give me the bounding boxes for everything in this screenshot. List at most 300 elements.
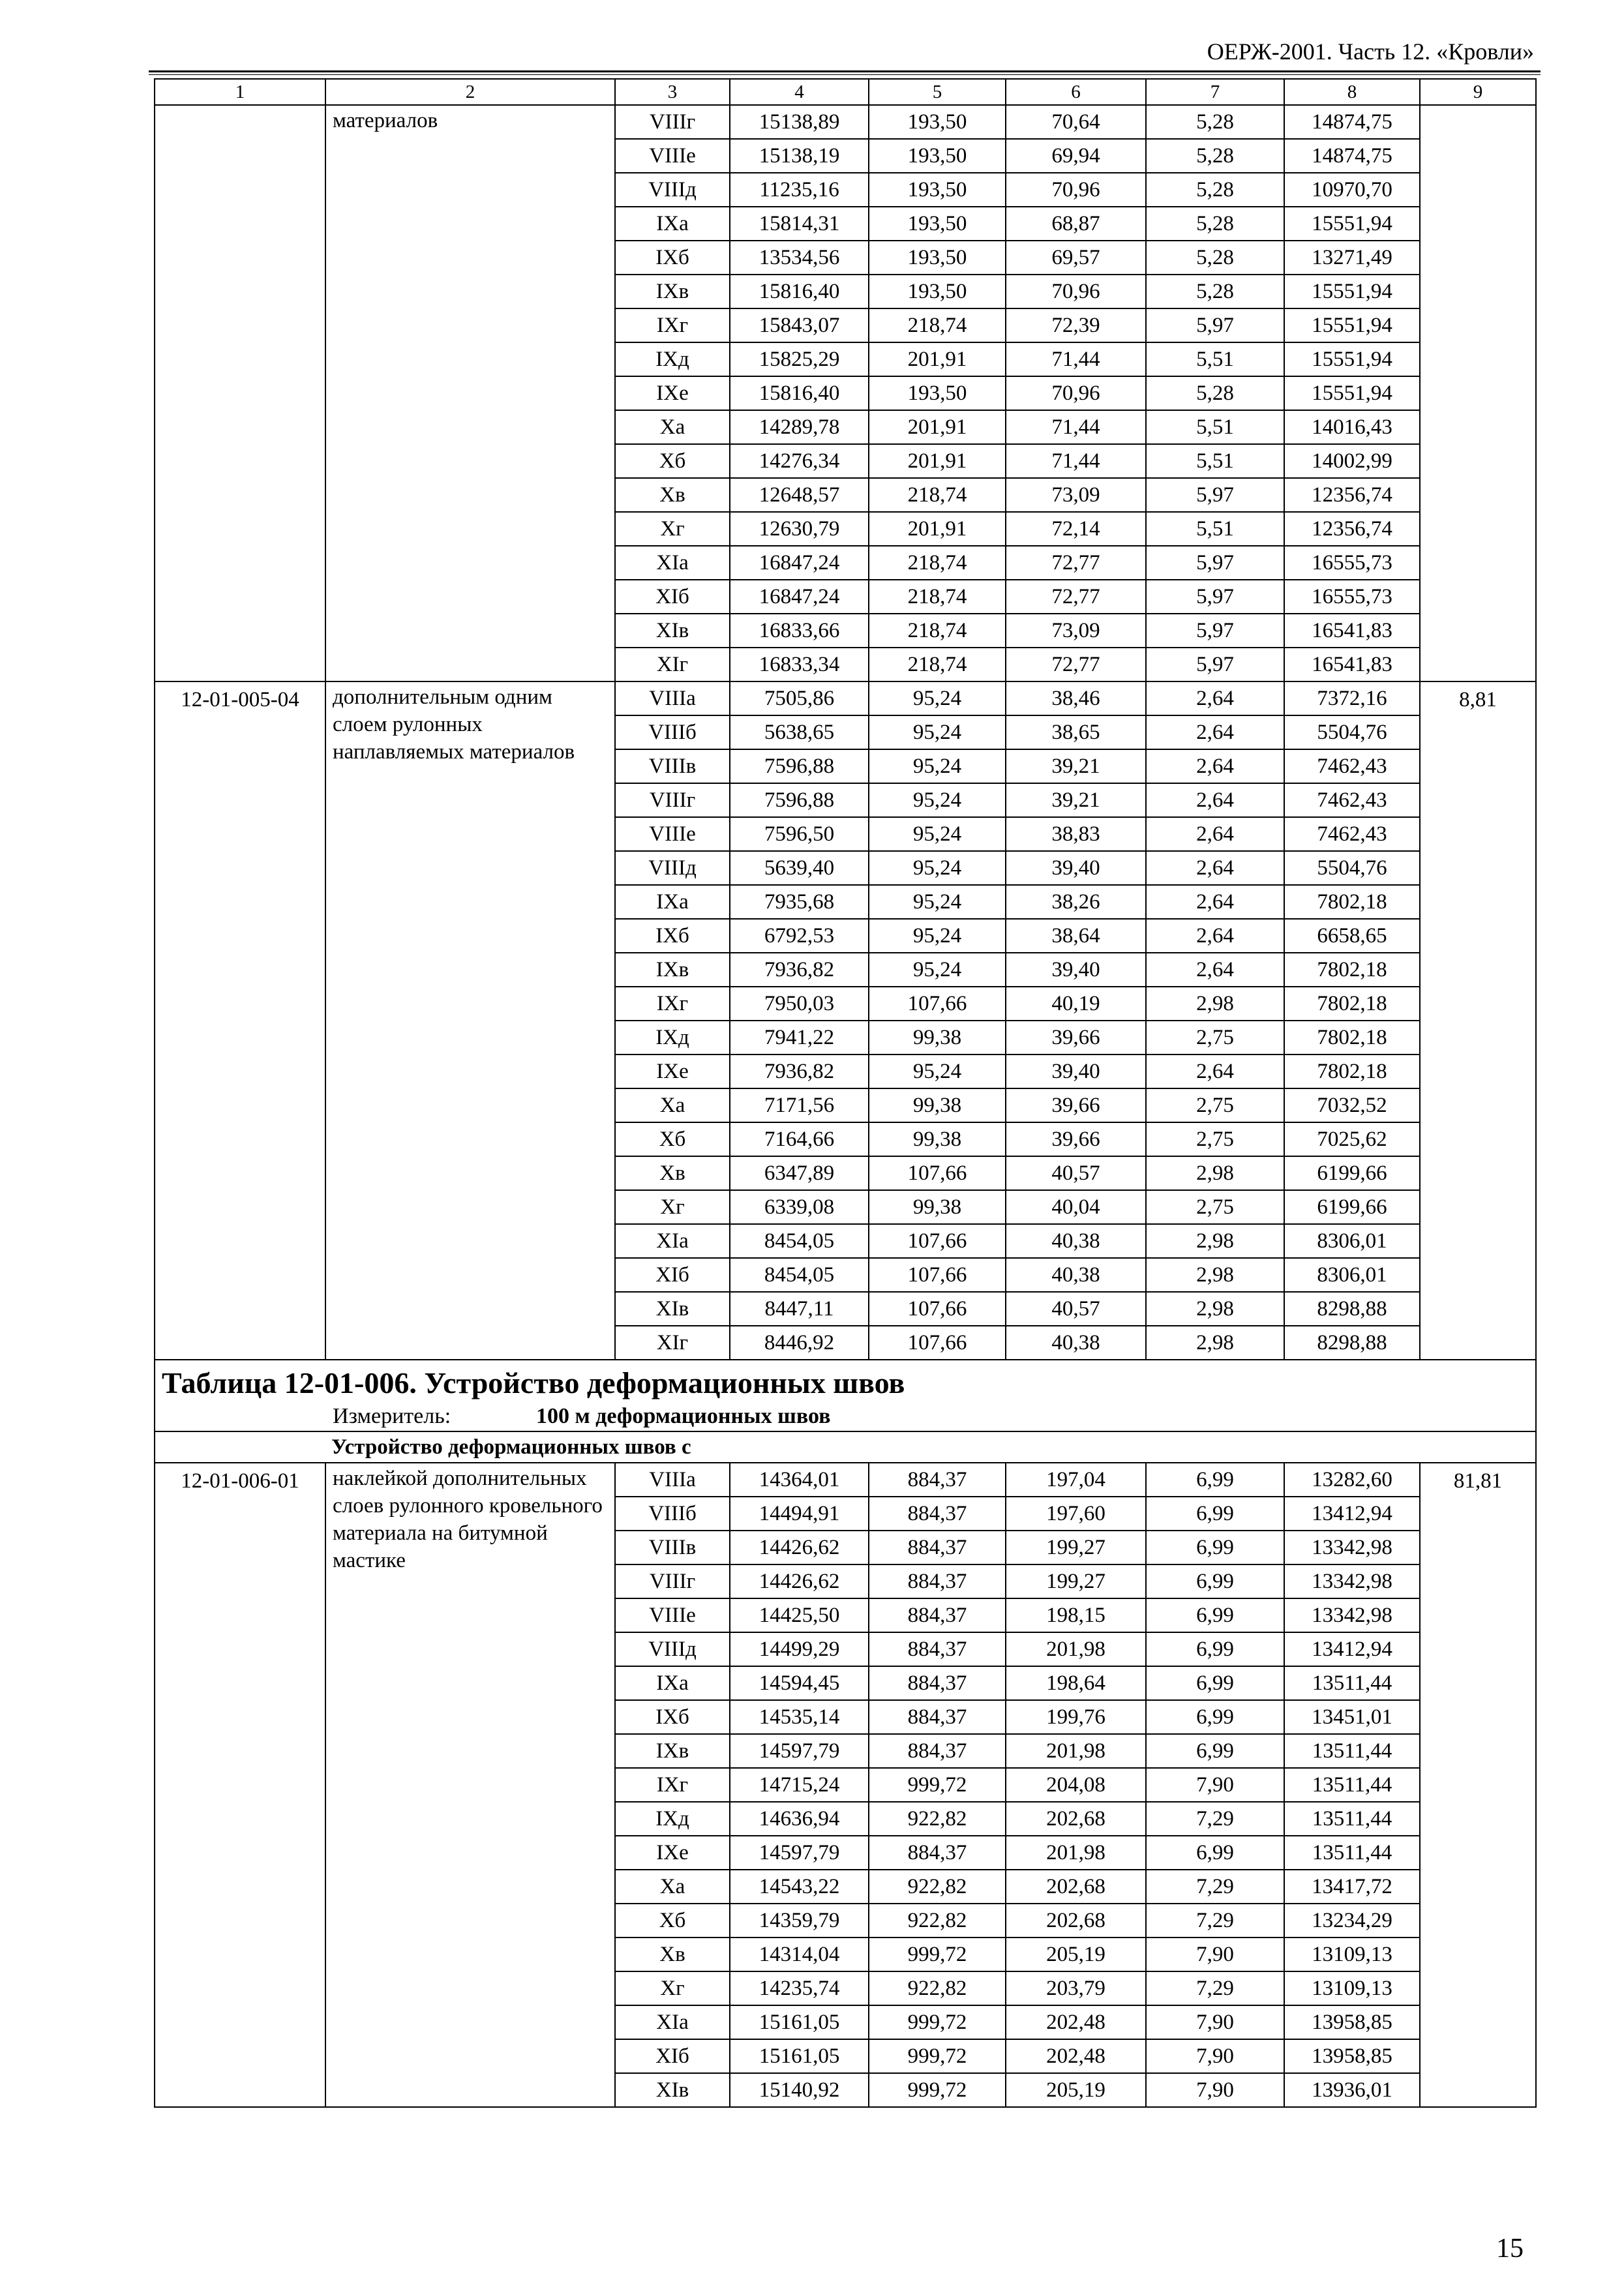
header-rule-thin	[149, 74, 1541, 75]
price-cell: 69,57	[1006, 241, 1146, 275]
price-cell: 13958,85	[1284, 2039, 1420, 2073]
price-cell: 13109,13	[1284, 1937, 1420, 1971]
price-cell: 7802,18	[1284, 1021, 1420, 1055]
price-cell: 38,83	[1006, 817, 1146, 851]
zone-code: IXд	[615, 1021, 730, 1055]
section-subheading-row	[155, 1431, 1536, 1463]
zone-code: IXе	[615, 1055, 730, 1088]
price-cell: 218,74	[869, 308, 1006, 342]
price-cell: 8298,88	[1284, 1292, 1420, 1326]
price-cell: 6,99	[1146, 1598, 1284, 1632]
zone-code: Xа	[615, 410, 730, 444]
price-cell: 107,66	[869, 1292, 1006, 1326]
price-cell: 201,98	[1006, 1734, 1146, 1768]
zone-code: IXб	[615, 241, 730, 275]
zone-code: IXа	[615, 207, 730, 241]
zone-code: VIIIб	[615, 715, 730, 749]
page-number: 15	[1496, 2234, 1524, 2264]
price-cell: 70,64	[1006, 105, 1146, 139]
zone-code: Xб	[615, 1904, 730, 1937]
price-cell: 999,72	[869, 2039, 1006, 2073]
price-cell: 13511,44	[1284, 1802, 1420, 1836]
price-cell: 7,29	[1146, 1870, 1284, 1904]
zone-code: XIа	[615, 2005, 730, 2039]
price-table	[154, 78, 1537, 2108]
price-cell: 8454,05	[730, 1258, 869, 1292]
price-cell: 7802,18	[1284, 885, 1420, 919]
price-cell: 193,50	[869, 105, 1006, 139]
zone-code: IXа	[615, 885, 730, 919]
price-cell: 13451,01	[1284, 1700, 1420, 1734]
price-cell: 8306,01	[1284, 1258, 1420, 1292]
price-cell: 13412,94	[1284, 1632, 1420, 1666]
price-cell: 40,57	[1006, 1292, 1146, 1326]
price-cell: 14364,01	[730, 1463, 869, 1497]
price-cell: 72,77	[1006, 648, 1146, 681]
zone-code: VIIIг	[615, 1564, 730, 1598]
price-cell: 197,60	[1006, 1497, 1146, 1531]
price-cell: 5,28	[1146, 105, 1284, 139]
price-cell: 5,28	[1146, 376, 1284, 410]
price-cell: 201,91	[869, 342, 1006, 376]
price-cell: 2,64	[1146, 1055, 1284, 1088]
price-cell: 15161,05	[730, 2005, 869, 2039]
price-cell: 202,68	[1006, 1904, 1146, 1937]
price-cell: 99,38	[869, 1190, 1006, 1224]
measure-label: Измеритель:	[333, 1404, 451, 1428]
labor-cost: 81,81	[1420, 1463, 1536, 2107]
price-cell: 8446,92	[730, 1326, 869, 1360]
price-cell: 884,37	[869, 1463, 1006, 1497]
zone-code: IXв	[615, 275, 730, 308]
price-cell: 193,50	[869, 241, 1006, 275]
price-cell: 71,44	[1006, 342, 1146, 376]
work-description: материалов	[325, 105, 615, 681]
price-cell: 13511,44	[1284, 1768, 1420, 1802]
zone-code: XIв	[615, 1292, 730, 1326]
price-cell: 7802,18	[1284, 987, 1420, 1021]
price-cell: 193,50	[869, 173, 1006, 207]
zone-code: VIIIв	[615, 749, 730, 783]
price-cell: 7505,86	[730, 681, 869, 715]
price-cell: 6339,08	[730, 1190, 869, 1224]
price-cell: 15843,07	[730, 308, 869, 342]
price-cell: 39,66	[1006, 1021, 1146, 1055]
price-cell: 2,75	[1146, 1122, 1284, 1156]
zone-code: Xв	[615, 478, 730, 512]
price-cell: 5,97	[1146, 614, 1284, 648]
price-cell: 15138,19	[730, 139, 869, 173]
zone-code: XIг	[615, 1326, 730, 1360]
price-cell: 14359,79	[730, 1904, 869, 1937]
price-cell: 15138,89	[730, 105, 869, 139]
price-cell: 95,24	[869, 681, 1006, 715]
price-cell: 13342,98	[1284, 1531, 1420, 1564]
price-cell: 2,98	[1146, 987, 1284, 1021]
zone-code: Xв	[615, 1937, 730, 1971]
price-cell: 5,28	[1146, 139, 1284, 173]
price-cell: 218,74	[869, 614, 1006, 648]
price-cell: 95,24	[869, 919, 1006, 953]
price-cell: 204,08	[1006, 1768, 1146, 1802]
price-cell: 193,50	[869, 275, 1006, 308]
price-cell: 6,99	[1146, 1836, 1284, 1870]
price-cell: 7164,66	[730, 1122, 869, 1156]
zone-code: IXе	[615, 1836, 730, 1870]
price-cell: 2,75	[1146, 1021, 1284, 1055]
price-cell: 40,04	[1006, 1190, 1146, 1224]
price-cell: 201,98	[1006, 1632, 1146, 1666]
price-cell: 14426,62	[730, 1564, 869, 1598]
price-cell: 13511,44	[1284, 1734, 1420, 1768]
price-cell: 7032,52	[1284, 1088, 1420, 1122]
zone-code: IXд	[615, 1802, 730, 1836]
price-cell: 72,77	[1006, 546, 1146, 580]
price-cell: 13342,98	[1284, 1564, 1420, 1598]
price-cell: 7941,22	[730, 1021, 869, 1055]
price-cell: 95,24	[869, 1055, 1006, 1088]
zone-code: VIIIд	[615, 173, 730, 207]
price-cell: 15551,94	[1284, 275, 1420, 308]
price-cell: 14002,99	[1284, 444, 1420, 478]
price-cell: 884,37	[869, 1531, 1006, 1564]
price-cell: 16833,66	[730, 614, 869, 648]
price-cell: 2,64	[1146, 885, 1284, 919]
price-cell: 5639,40	[730, 851, 869, 885]
price-cell: 6199,66	[1284, 1190, 1420, 1224]
price-cell: 99,38	[869, 1122, 1006, 1156]
price-cell: 15816,40	[730, 275, 869, 308]
price-cell: 7,90	[1146, 1937, 1284, 1971]
price-cell: 2,64	[1146, 953, 1284, 987]
price-cell: 10970,70	[1284, 173, 1420, 207]
price-cell: 218,74	[869, 580, 1006, 614]
price-cell: 13958,85	[1284, 2005, 1420, 2039]
price-cell: 95,24	[869, 783, 1006, 817]
price-cell: 39,66	[1006, 1088, 1146, 1122]
price-cell: 95,24	[869, 715, 1006, 749]
price-cell: 99,38	[869, 1088, 1006, 1122]
price-cell: 13936,01	[1284, 2073, 1420, 2107]
price-cell: 8447,11	[730, 1292, 869, 1326]
price-cell: 39,40	[1006, 1055, 1146, 1088]
price-cell: 201,91	[869, 512, 1006, 546]
price-cell: 16541,83	[1284, 648, 1420, 681]
price-cell: 73,09	[1006, 478, 1146, 512]
price-cell: 69,94	[1006, 139, 1146, 173]
price-cell: 14597,79	[730, 1734, 869, 1768]
price-cell: 14715,24	[730, 1768, 869, 1802]
zone-code: IXб	[615, 1700, 730, 1734]
price-cell: 107,66	[869, 1326, 1006, 1360]
price-cell: 5,97	[1146, 580, 1284, 614]
price-cell: 12356,74	[1284, 512, 1420, 546]
price-cell: 5,28	[1146, 207, 1284, 241]
price-cell: 5,51	[1146, 444, 1284, 478]
price-cell: 218,74	[869, 478, 1006, 512]
rate-code	[155, 105, 325, 681]
price-cell: 14543,22	[730, 1870, 869, 1904]
price-cell: 2,64	[1146, 851, 1284, 885]
price-cell: 13271,49	[1284, 241, 1420, 275]
price-cell: 15551,94	[1284, 342, 1420, 376]
price-cell: 202,48	[1006, 2039, 1146, 2073]
zone-code: Xг	[615, 512, 730, 546]
price-cell: 13417,72	[1284, 1870, 1420, 1904]
price-cell: 14597,79	[730, 1836, 869, 1870]
price-cell: 16555,73	[1284, 546, 1420, 580]
price-cell: 15551,94	[1284, 308, 1420, 342]
price-cell: 2,64	[1146, 681, 1284, 715]
price-cell: 72,77	[1006, 580, 1146, 614]
price-cell: 16833,34	[730, 648, 869, 681]
price-cell: 884,37	[869, 1497, 1006, 1531]
price-cell: 16555,73	[1284, 580, 1420, 614]
zone-code: Xв	[615, 1156, 730, 1190]
price-cell: 6792,53	[730, 919, 869, 953]
price-cell: 5,51	[1146, 410, 1284, 444]
price-cell: 922,82	[869, 1971, 1006, 2005]
zone-code: Xа	[615, 1088, 730, 1122]
price-cell: 999,72	[869, 2073, 1006, 2107]
price-cell: 68,87	[1006, 207, 1146, 241]
price-cell: 40,38	[1006, 1258, 1146, 1292]
price-cell: 5504,76	[1284, 715, 1420, 749]
labor-cost	[1420, 105, 1536, 681]
zone-code: VIIIг	[615, 105, 730, 139]
zone-code: Xб	[615, 444, 730, 478]
price-cell: 7171,56	[730, 1088, 869, 1122]
price-cell: 7372,16	[1284, 681, 1420, 715]
column-number: 3	[615, 79, 730, 105]
price-cell: 7802,18	[1284, 1055, 1420, 1088]
zone-code: IXг	[615, 308, 730, 342]
price-cell: 2,98	[1146, 1326, 1284, 1360]
price-cell: 202,48	[1006, 2005, 1146, 2039]
price-cell: 73,09	[1006, 614, 1146, 648]
price-cell: 7936,82	[730, 1055, 869, 1088]
price-cell: 5,97	[1146, 648, 1284, 681]
price-cell: 6,99	[1146, 1632, 1284, 1666]
price-cell: 218,74	[869, 546, 1006, 580]
price-cell: 39,40	[1006, 953, 1146, 987]
table-row	[155, 1463, 1536, 1497]
price-cell: 6,99	[1146, 1700, 1284, 1734]
price-cell: 7936,82	[730, 953, 869, 987]
price-cell: 6,99	[1146, 1463, 1284, 1497]
price-cell: 2,64	[1146, 715, 1284, 749]
price-cell: 5638,65	[730, 715, 869, 749]
section-subheading: Устройство деформационных швов с	[155, 1431, 1536, 1463]
rate-code: 12-01-006-01	[155, 1463, 325, 2107]
price-cell: 205,19	[1006, 2073, 1146, 2107]
price-cell: 5,28	[1146, 173, 1284, 207]
price-cell: 203,79	[1006, 1971, 1146, 2005]
price-cell: 6,99	[1146, 1564, 1284, 1598]
price-cell: 95,24	[869, 885, 1006, 919]
zone-code: VIIIд	[615, 851, 730, 885]
price-cell: 14016,43	[1284, 410, 1420, 444]
measure-line	[162, 1402, 1529, 1431]
price-cell: 5,28	[1146, 275, 1284, 308]
price-cell: 922,82	[869, 1870, 1006, 1904]
zone-code: IXв	[615, 953, 730, 987]
price-cell: 7596,50	[730, 817, 869, 851]
price-cell: 884,37	[869, 1564, 1006, 1598]
price-cell: 884,37	[869, 1836, 1006, 1870]
price-cell: 13412,94	[1284, 1497, 1420, 1531]
price-cell: 2,98	[1146, 1292, 1284, 1326]
price-cell: 12648,57	[730, 478, 869, 512]
price-cell: 201,91	[869, 444, 1006, 478]
price-cell: 107,66	[869, 1224, 1006, 1258]
price-cell: 15161,05	[730, 2039, 869, 2073]
price-cell: 13109,13	[1284, 1971, 1420, 2005]
price-cell: 199,76	[1006, 1700, 1146, 1734]
price-cell: 14314,04	[730, 1937, 869, 1971]
price-cell: 922,82	[869, 1802, 1006, 1836]
price-cell: 199,27	[1006, 1531, 1146, 1564]
price-cell: 5,97	[1146, 308, 1284, 342]
price-cell: 6,99	[1146, 1734, 1284, 1768]
price-cell: 39,66	[1006, 1122, 1146, 1156]
zone-code: VIIIа	[615, 1463, 730, 1497]
price-cell: 15816,40	[730, 376, 869, 410]
price-cell: 14276,34	[730, 444, 869, 478]
price-cell: 14874,75	[1284, 105, 1420, 139]
column-number: 8	[1284, 79, 1420, 105]
zone-code: VIIIв	[615, 1531, 730, 1564]
price-cell: 40,38	[1006, 1326, 1146, 1360]
price-cell: 39,21	[1006, 783, 1146, 817]
price-cell: 14535,14	[730, 1700, 869, 1734]
price-cell: 70,96	[1006, 275, 1146, 308]
price-cell: 2,98	[1146, 1224, 1284, 1258]
price-cell: 7,90	[1146, 1768, 1284, 1802]
price-cell: 8306,01	[1284, 1224, 1420, 1258]
column-number: 1	[155, 79, 325, 105]
price-cell: 7935,68	[730, 885, 869, 919]
zone-code: Xа	[615, 1870, 730, 1904]
zone-code: IXг	[615, 987, 730, 1021]
price-cell: 12630,79	[730, 512, 869, 546]
price-cell: 2,64	[1146, 783, 1284, 817]
price-cell: 2,75	[1146, 1088, 1284, 1122]
price-cell: 14425,50	[730, 1598, 869, 1632]
price-cell: 95,24	[869, 749, 1006, 783]
table-title-row	[155, 1360, 1536, 1431]
price-cell: 2,98	[1146, 1156, 1284, 1190]
price-cell: 999,72	[869, 1937, 1006, 1971]
price-cell: 7802,18	[1284, 953, 1420, 987]
column-number: 9	[1420, 79, 1536, 105]
price-cell: 71,44	[1006, 444, 1146, 478]
price-cell: 6658,65	[1284, 919, 1420, 953]
price-cell: 8454,05	[730, 1224, 869, 1258]
zone-code: XIа	[615, 546, 730, 580]
price-cell: 999,72	[869, 2005, 1006, 2039]
zone-code: VIIIе	[615, 1598, 730, 1632]
price-cell: 16541,83	[1284, 614, 1420, 648]
price-cell: 14499,29	[730, 1632, 869, 1666]
price-cell: 5,51	[1146, 512, 1284, 546]
price-cell: 15825,29	[730, 342, 869, 376]
zone-code: IXа	[615, 1666, 730, 1700]
zone-code: XIб	[615, 580, 730, 614]
price-cell: 13511,44	[1284, 1836, 1420, 1870]
price-cell: 7,90	[1146, 2039, 1284, 2073]
price-cell: 5504,76	[1284, 851, 1420, 885]
column-number: 5	[869, 79, 1006, 105]
price-cell: 71,44	[1006, 410, 1146, 444]
zone-code: XIб	[615, 1258, 730, 1292]
price-cell: 7,29	[1146, 1971, 1284, 2005]
price-cell: 6,99	[1146, 1497, 1284, 1531]
price-cell: 202,68	[1006, 1870, 1146, 1904]
price-cell: 13342,98	[1284, 1598, 1420, 1632]
price-cell: 13511,44	[1284, 1666, 1420, 1700]
price-cell: 38,64	[1006, 919, 1146, 953]
price-cell: 7,29	[1146, 1802, 1284, 1836]
price-cell: 13534,56	[730, 241, 869, 275]
labor-cost: 8,81	[1420, 681, 1536, 1360]
price-cell: 884,37	[869, 1598, 1006, 1632]
table-title-block	[155, 1360, 1536, 1431]
price-cell: 39,21	[1006, 749, 1146, 783]
price-cell: 95,24	[869, 851, 1006, 885]
price-cell: 40,38	[1006, 1224, 1146, 1258]
price-cell: 14235,74	[730, 1971, 869, 2005]
price-cell: 13282,60	[1284, 1463, 1420, 1497]
zone-code: VIIIе	[615, 139, 730, 173]
running-header: ОЕРЖ-2001. Часть 12. «Кровли»	[1207, 38, 1534, 65]
column-number: 7	[1146, 79, 1284, 105]
price-cell: 7,90	[1146, 2005, 1284, 2039]
price-cell: 15551,94	[1284, 207, 1420, 241]
measure-value: 100 м деформационных швов	[536, 1404, 831, 1428]
zone-code: VIIIа	[615, 681, 730, 715]
zone-code: IXе	[615, 376, 730, 410]
price-cell: 7025,62	[1284, 1122, 1420, 1156]
price-cell: 884,37	[869, 1666, 1006, 1700]
price-cell: 16847,24	[730, 580, 869, 614]
price-cell: 6,99	[1146, 1531, 1284, 1564]
price-cell: 39,40	[1006, 851, 1146, 885]
price-cell: 14594,45	[730, 1666, 869, 1700]
price-cell: 15551,94	[1284, 376, 1420, 410]
zone-code: VIIIб	[615, 1497, 730, 1531]
price-cell: 95,24	[869, 817, 1006, 851]
price-cell: 40,57	[1006, 1156, 1146, 1190]
zone-code: Xг	[615, 1190, 730, 1224]
column-number: 4	[730, 79, 869, 105]
work-description: наклейкой дополнительных слоев рулонного кровельного материала на битумной мастике	[325, 1463, 615, 2107]
price-cell: 2,64	[1146, 817, 1284, 851]
column-number: 6	[1006, 79, 1146, 105]
price-cell: 884,37	[869, 1700, 1006, 1734]
price-cell: 99,38	[869, 1021, 1006, 1055]
price-cell: 7950,03	[730, 987, 869, 1021]
price-cell: 40,19	[1006, 987, 1146, 1021]
price-cell: 202,68	[1006, 1802, 1146, 1836]
price-cell: 199,27	[1006, 1564, 1146, 1598]
zone-code: IXд	[615, 342, 730, 376]
price-cell: 922,82	[869, 1904, 1006, 1937]
price-cell: 193,50	[869, 376, 1006, 410]
table-row	[155, 105, 1536, 139]
price-cell: 218,74	[869, 648, 1006, 681]
price-cell: 205,19	[1006, 1937, 1146, 1971]
